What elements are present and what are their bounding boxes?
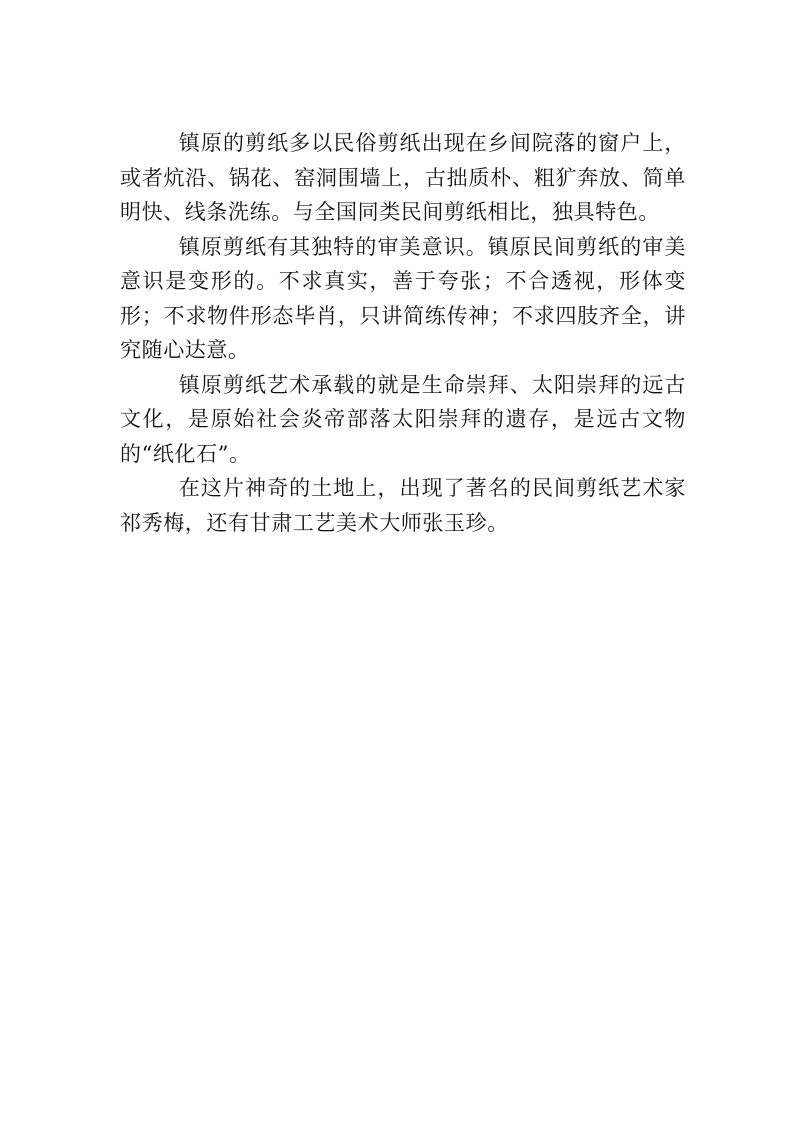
paragraph-3: 镇原剪纸艺术承载的就是生命崇拜、太阳崇拜的远古文化，是原始社会炎帝部落太阳崇拜的遗存，是远古文物的“纸化石”。: [120, 372, 686, 466]
paragraph-2: 镇原剪纸有其独特的审美意识。镇原民间剪纸的审美意识是变形的。不求真实，善于夸张；不合透视，形体变形；不求物件形态毕肖，只讲简练传神；不求四肢齐全，讲究随心达意。: [120, 234, 686, 362]
paragraph-1: 镇原的剪纸多以民俗剪纸出现在乡间院落的窗户上，或者炕沿、锅花、窑洞围墙上，古拙质朴、粗犷奔放、简单明快、线条洗练。与全国同类民间剪纸相比，独具特色。: [120, 131, 686, 224]
document-body: [120, 126, 686, 540]
paragraph-4: 在这片神奇的土地上，出现了著名的民间剪纸艺术家祁秀梅，还有甘肃工艺美术大师张玉珍。: [120, 476, 686, 535]
